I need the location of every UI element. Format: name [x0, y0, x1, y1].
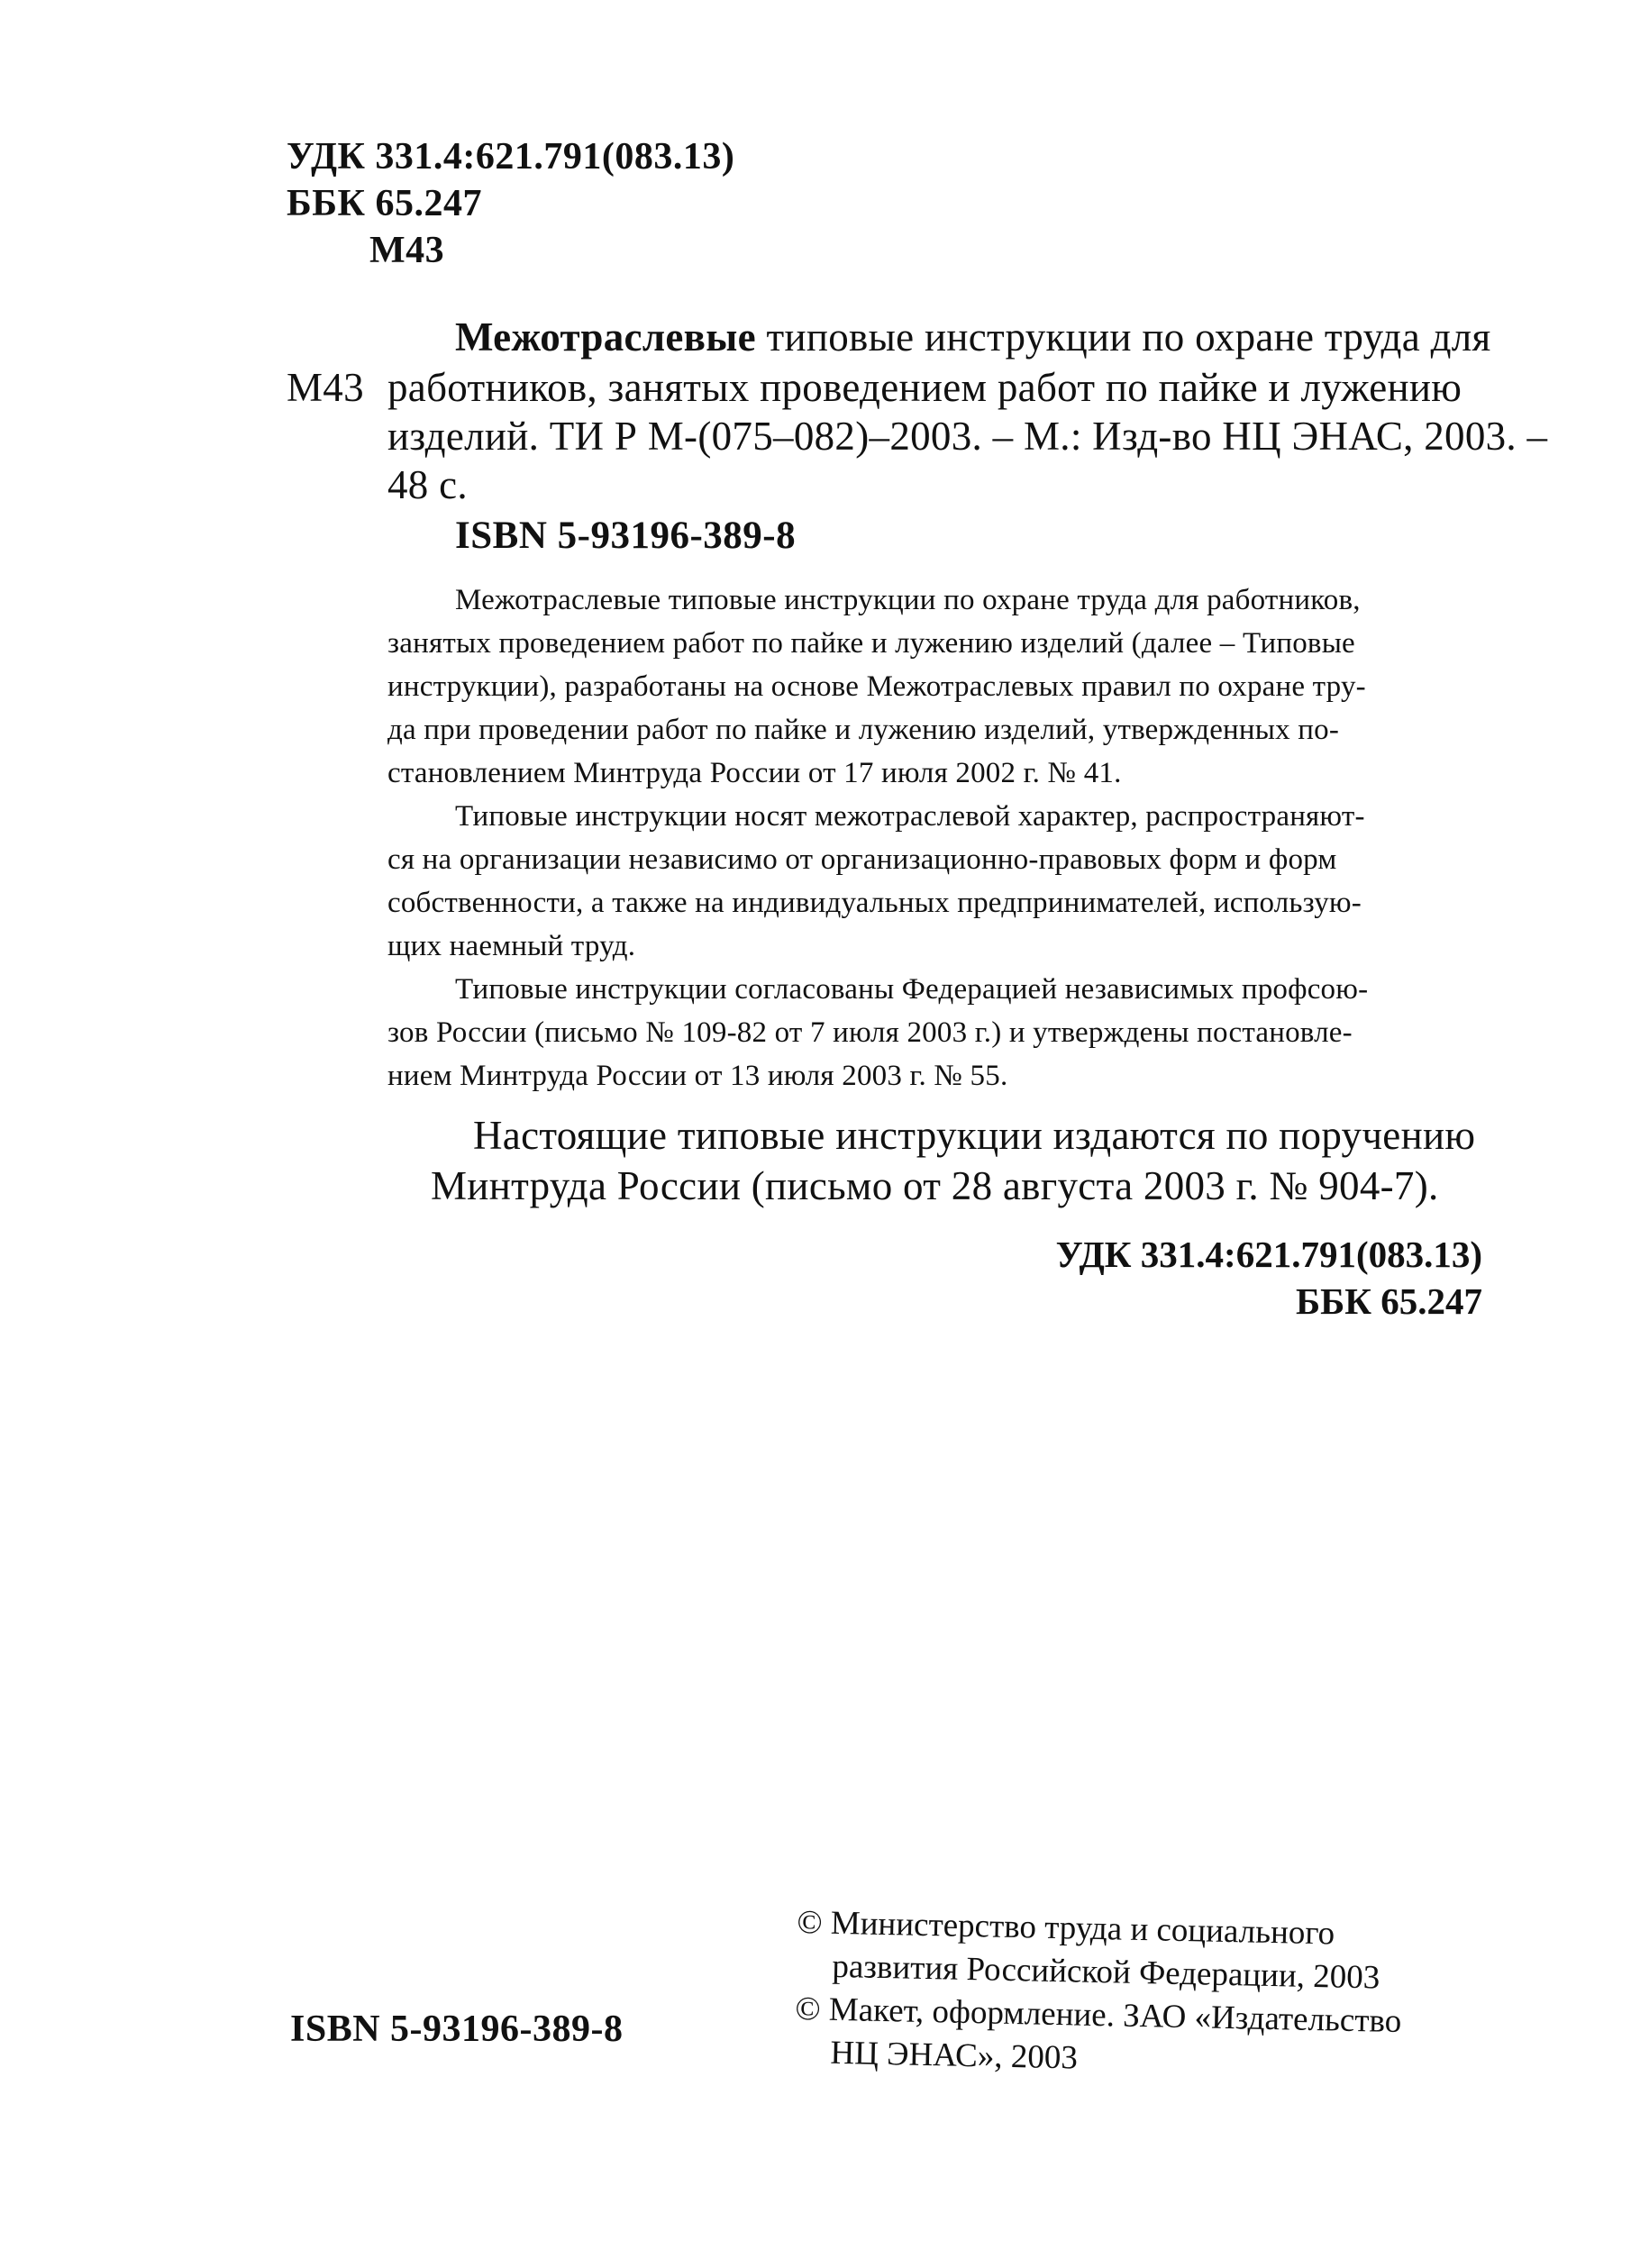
annotation-p3-line: Типовые инструкции согласованы Федерацией независимых профсою- [455, 973, 1369, 1006]
record-title-bold: Межотраслевые [455, 314, 756, 360]
notice-line-2: Минтруда России (письмо от 28 августа 2003 г. № 904-7). [431, 1163, 1439, 1208]
annotation-p1-line: Межотраслевые типовые инструкции по охране труда для работников, [455, 584, 1361, 616]
bbk-code-right: ББК 65.247 [1296, 1280, 1482, 1322]
record-title-line [455, 312, 1491, 362]
footer-isbn: ISBN 5-93196-389-8 [290, 2008, 624, 2050]
copyright-block [794, 1901, 1572, 2090]
copyright-line: © Макет, оформление. ЗАО «Издательство [795, 1990, 1402, 2041]
record-line-1: типовые инструкции по охране труда для [766, 314, 1491, 360]
record-line-2: работников, занятых проведением работ по пайке и лужению [387, 365, 1462, 410]
author-mark: М43 [369, 230, 445, 271]
record-author-mark: М43 [287, 365, 364, 410]
copyright-line: НЦ ЭНАС», 2003 [830, 2034, 1079, 2077]
annotation-p1-line: да при проведении работ по пайке и лужению изделий, утвержденных по- [387, 714, 1340, 746]
annotation-p2-line: собственности, а также на индивидуальных предпринимателей, использую- [387, 887, 1362, 919]
annotation-p2-line: Типовые инструкции носят межотраслевой характер, распространяют- [455, 800, 1365, 833]
annotation-p3-line: нием Минтруда России от 13 июля 2003 г. № 55. [387, 1060, 1008, 1092]
annotation-p1-line: становлением Минтруда России от 17 июля 2002 г. № 41. [387, 757, 1122, 789]
annotation-p1-line: инструкции), разработаны на основе Межотраслевых правил по охране тру- [387, 670, 1366, 703]
record-line-3: изделий. ТИ Р М-(075–082)–2003. – М.: Изд-во НЦ ЭНАС, 2003. – [387, 414, 1548, 459]
udk-code: УДК 331.4:621.791(083.13) [287, 136, 735, 178]
notice-line-1: Настоящие типовые инструкции издаются по поручению [473, 1113, 1476, 1158]
annotation-p2-line: ся на организации независимо от организационно-правовых форм и форм [387, 843, 1337, 876]
bbk-code: ББК 65.247 [287, 183, 482, 224]
annotation-p3-line: зов России (письмо № 109-82 от 7 июля 2003 г.) и утверждены постановле- [387, 1016, 1353, 1049]
record-isbn: ISBN 5-93196-389-8 [455, 515, 797, 557]
annotation-p1-line: занятых проведением работ по пайке и лужению изделий (далее – Типовые [387, 627, 1355, 660]
copyright-line: © Министерство труда и социального [797, 1903, 1335, 1953]
annotation-p2-line: щих наемный труд. [387, 930, 636, 962]
record-line-4: 48 с. [387, 462, 468, 507]
udk-code-right: УДК 331.4:621.791(083.13) [1055, 1234, 1482, 1275]
copyright-line: развития Российской Федерации, 2003 [832, 1947, 1380, 1997]
